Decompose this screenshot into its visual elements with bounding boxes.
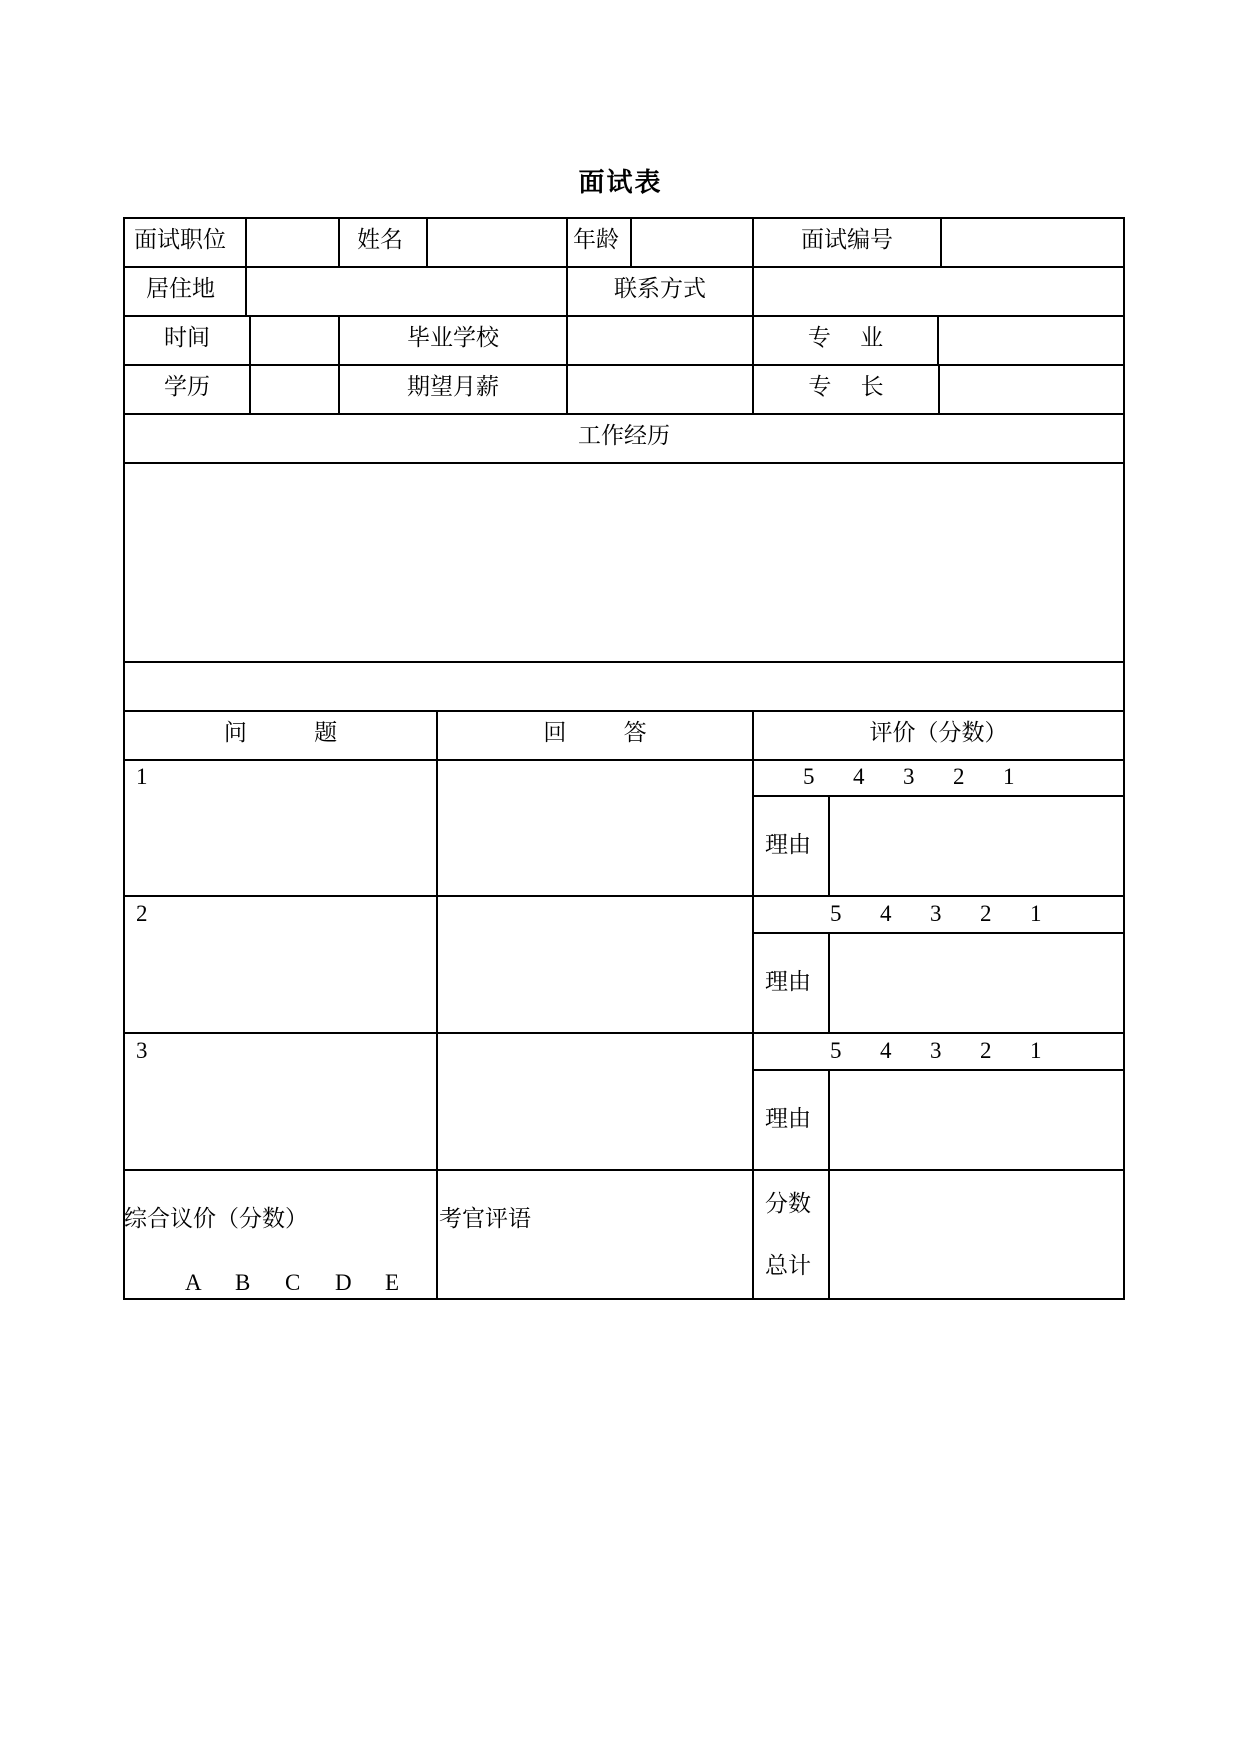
grade-option[interactable]: A [185,1270,202,1295]
score-option[interactable]: 4 [853,764,865,789]
col-divider [940,217,942,266]
score-option[interactable]: 5 [803,764,815,789]
reason-divider [828,795,830,895]
answer-header: 回 答 [543,720,647,746]
page-title: 面试表 [578,168,663,198]
overall-label: 综合议价（分数） [124,1206,308,1232]
grade-option[interactable]: C [285,1270,301,1295]
evaluation-header: 评价（分数） [869,720,1008,746]
score-option[interactable]: 1 [1003,764,1015,789]
reason-label: 理由 [765,969,811,995]
score-option[interactable]: 1 [1030,901,1042,926]
score-option[interactable]: 2 [953,764,965,789]
col-divider [245,266,247,315]
question-number: 1 [136,764,148,789]
reason-label: 理由 [765,832,811,858]
row-divider [123,315,1125,317]
examiner-comment-label: 考官评语 [439,1206,531,1232]
score-option[interactable]: 4 [880,1038,892,1063]
table-border-right [1123,217,1125,1300]
score-option[interactable]: 3 [930,1038,942,1063]
row-divider [123,1169,1125,1171]
col-divider [566,315,568,413]
residence-label: 居住地 [146,276,215,302]
grade-option[interactable]: B [235,1270,251,1295]
col-divider [630,217,632,266]
contact-label: 联系方式 [614,276,706,302]
col-divider [752,710,754,1300]
age-label: 年龄 [573,227,619,253]
total-divider [828,1169,830,1300]
reason-divider [828,932,830,1032]
salary-label: 期望月薪 [407,374,499,400]
col-divider [245,217,247,266]
table-border-bottom [123,1298,1125,1300]
row-divider [123,462,1125,464]
reason-label: 理由 [765,1106,811,1132]
table-border-top [123,217,1125,219]
education-label: 学历 [164,374,210,400]
score-option[interactable]: 2 [980,901,992,926]
grade-option[interactable]: D [335,1270,352,1295]
time-label: 时间 [164,325,210,351]
score-option[interactable]: 4 [880,901,892,926]
row-divider [123,413,1125,415]
name-label: 姓名 [357,227,403,253]
score-option[interactable]: 5 [830,901,842,926]
score-option[interactable]: 3 [903,764,915,789]
row-divider [123,266,1125,268]
position-label: 面试职位 [134,227,226,253]
total-label: 分数 [765,1191,811,1217]
col-divider [566,217,568,266]
score-divider [753,795,1125,797]
col-divider [938,364,940,413]
row-divider [123,710,1125,712]
score-option[interactable]: 2 [980,1038,992,1063]
grade-option[interactable]: E [385,1270,400,1295]
score-divider [753,932,1125,934]
total-label: 总计 [765,1253,811,1279]
score-option[interactable]: 1 [1030,1038,1042,1063]
col-divider [338,217,340,266]
col-divider [937,315,939,364]
question-header: 问 题 [223,720,338,746]
col-divider [249,315,251,413]
score-divider [753,1069,1125,1071]
row-divider [123,364,1125,366]
question-number: 2 [136,901,148,926]
school-label: 毕业学校 [407,325,499,351]
score-option[interactable]: 5 [830,1038,842,1063]
col-divider [752,266,754,315]
row-divider [123,1032,1125,1034]
major-label: 专 业 [807,325,884,351]
interview-no-label: 面试编号 [801,227,893,253]
specialty-label: 专 长 [808,374,884,400]
col-divider [436,710,438,1300]
reason-divider [828,1069,830,1169]
row-divider [123,661,1125,663]
score-option[interactable]: 3 [930,901,942,926]
row-divider [123,759,1125,761]
row-divider [123,895,1125,897]
work-experience-label: 工作经历 [578,423,670,449]
col-divider [426,217,428,266]
question-number: 3 [136,1038,148,1063]
